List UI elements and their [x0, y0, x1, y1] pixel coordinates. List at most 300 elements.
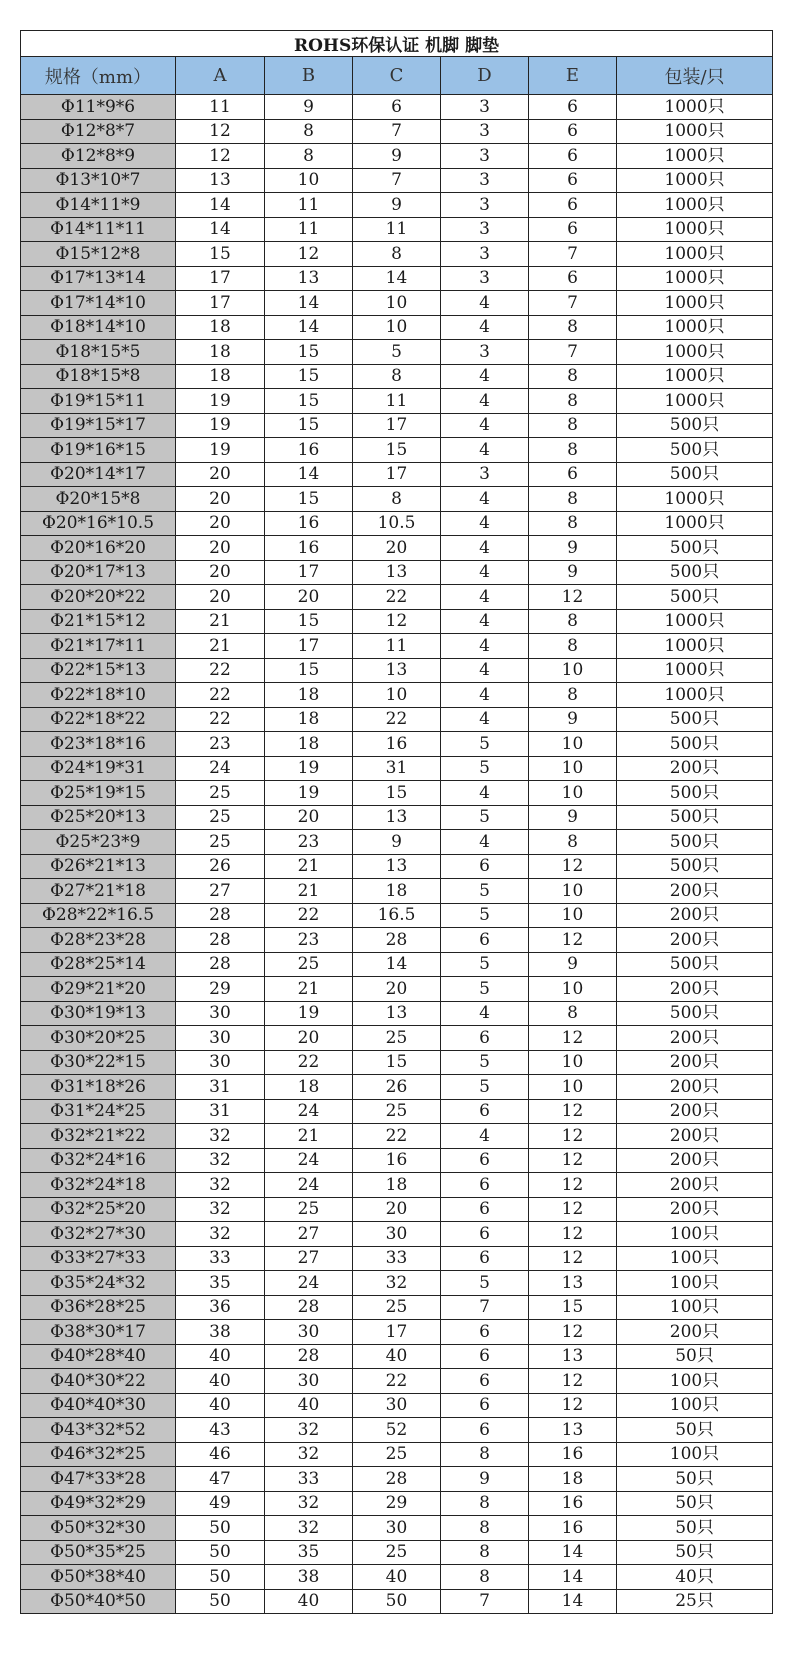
cell-a: 21 [176, 634, 265, 659]
table-row [21, 756, 773, 781]
cell-b: 25 [265, 952, 353, 977]
table-row [21, 266, 773, 291]
table-row [21, 707, 773, 732]
cell-a: 24 [176, 756, 265, 781]
cell-b: 24 [265, 1099, 353, 1124]
cell-d: 6 [441, 1197, 529, 1222]
table-row [21, 291, 773, 316]
cell-e: 6 [529, 168, 617, 193]
table-row [21, 781, 773, 806]
cell-spec: Φ27*21*18 [21, 879, 176, 904]
cell-b: 21 [265, 854, 353, 879]
cell-b: 13 [265, 266, 353, 291]
cell-a: 18 [176, 340, 265, 365]
cell-e: 9 [529, 707, 617, 732]
cell-a: 20 [176, 511, 265, 536]
cell-b: 32 [265, 1516, 353, 1541]
cell-d: 5 [441, 756, 529, 781]
cell-e: 8 [529, 438, 617, 463]
cell-packaging: 1000只 [617, 266, 773, 291]
table-row [21, 1393, 773, 1418]
cell-c: 18 [353, 1173, 441, 1198]
cell-c: 16 [353, 732, 441, 757]
cell-packaging: 50只 [617, 1418, 773, 1443]
cell-c: 12 [353, 609, 441, 634]
cell-packaging: 200只 [617, 1050, 773, 1075]
cell-b: 11 [265, 217, 353, 242]
cell-packaging: 1000只 [617, 389, 773, 414]
cell-e: 8 [529, 830, 617, 855]
cell-d: 3 [441, 119, 529, 144]
cell-spec: Φ32*24*16 [21, 1148, 176, 1173]
cell-a: 28 [176, 903, 265, 928]
cell-c: 25 [353, 1026, 441, 1051]
cell-packaging: 1000只 [617, 364, 773, 389]
table-row [21, 1026, 773, 1051]
cell-c: 52 [353, 1418, 441, 1443]
cell-a: 32 [176, 1124, 265, 1149]
cell-a: 25 [176, 805, 265, 830]
cell-spec: Φ15*12*8 [21, 242, 176, 267]
cell-spec: Φ35*24*32 [21, 1271, 176, 1296]
cell-packaging: 100只 [617, 1393, 773, 1418]
cell-b: 32 [265, 1418, 353, 1443]
cell-b: 28 [265, 1295, 353, 1320]
cell-c: 28 [353, 1467, 441, 1492]
cell-d: 7 [441, 1295, 529, 1320]
cell-c: 25 [353, 1295, 441, 1320]
cell-a: 50 [176, 1565, 265, 1590]
cell-d: 6 [441, 1246, 529, 1271]
cell-packaging: 1000只 [617, 634, 773, 659]
cell-e: 16 [529, 1516, 617, 1541]
table-row [21, 217, 773, 242]
cell-b: 16 [265, 511, 353, 536]
cell-packaging: 1000只 [617, 315, 773, 340]
cell-packaging: 1000只 [617, 242, 773, 267]
table-row [21, 977, 773, 1002]
table-row [21, 805, 773, 830]
cell-packaging: 1000只 [617, 658, 773, 683]
cell-c: 16.5 [353, 903, 441, 928]
cell-spec: Φ25*23*9 [21, 830, 176, 855]
cell-d: 6 [441, 1320, 529, 1345]
cell-d: 4 [441, 830, 529, 855]
cell-d: 6 [441, 1173, 529, 1198]
table-row [21, 1197, 773, 1222]
table-row [21, 536, 773, 561]
col-header-b: B [265, 57, 353, 95]
cell-d: 4 [441, 364, 529, 389]
cell-c: 10 [353, 291, 441, 316]
cell-a: 46 [176, 1442, 265, 1467]
cell-a: 32 [176, 1197, 265, 1222]
cell-d: 7 [441, 1589, 529, 1614]
table-row [21, 732, 773, 757]
cell-a: 32 [176, 1173, 265, 1198]
table-row [21, 1491, 773, 1516]
cell-spec: Φ21*15*12 [21, 609, 176, 634]
cell-d: 3 [441, 217, 529, 242]
cell-c: 13 [353, 1001, 441, 1026]
cell-b: 18 [265, 1075, 353, 1100]
cell-b: 35 [265, 1540, 353, 1565]
cell-spec: Φ32*25*20 [21, 1197, 176, 1222]
cell-c: 9 [353, 830, 441, 855]
cell-a: 31 [176, 1099, 265, 1124]
cell-b: 16 [265, 536, 353, 561]
cell-packaging: 50只 [617, 1344, 773, 1369]
cell-d: 3 [441, 168, 529, 193]
cell-c: 7 [353, 168, 441, 193]
cell-b: 15 [265, 658, 353, 683]
table-row [21, 1516, 773, 1541]
table-row [21, 511, 773, 536]
cell-c: 30 [353, 1516, 441, 1541]
cell-e: 14 [529, 1565, 617, 1590]
cell-b: 16 [265, 438, 353, 463]
cell-e: 10 [529, 903, 617, 928]
cell-c: 28 [353, 928, 441, 953]
cell-e: 8 [529, 683, 617, 708]
cell-c: 17 [353, 413, 441, 438]
cell-packaging: 500只 [617, 462, 773, 487]
cell-a: 50 [176, 1516, 265, 1541]
cell-c: 13 [353, 658, 441, 683]
cell-spec: Φ46*32*25 [21, 1442, 176, 1467]
cell-d: 8 [441, 1442, 529, 1467]
cell-e: 18 [529, 1467, 617, 1492]
cell-packaging: 200只 [617, 1075, 773, 1100]
cell-spec: Φ20*17*13 [21, 560, 176, 585]
cell-a: 29 [176, 977, 265, 1002]
cell-a: 43 [176, 1418, 265, 1443]
cell-e: 12 [529, 1099, 617, 1124]
cell-e: 7 [529, 242, 617, 267]
cell-packaging: 200只 [617, 1148, 773, 1173]
cell-a: 28 [176, 928, 265, 953]
cell-e: 8 [529, 315, 617, 340]
cell-b: 30 [265, 1369, 353, 1394]
cell-c: 22 [353, 1124, 441, 1149]
cell-spec: Φ30*22*15 [21, 1050, 176, 1075]
cell-spec: Φ50*35*25 [21, 1540, 176, 1565]
cell-spec: Φ18*14*10 [21, 315, 176, 340]
table-row [21, 487, 773, 512]
cell-a: 11 [176, 95, 265, 120]
cell-b: 22 [265, 1050, 353, 1075]
cell-c: 31 [353, 756, 441, 781]
cell-packaging: 25只 [617, 1589, 773, 1614]
col-header-c: C [353, 57, 441, 95]
cell-spec: Φ20*16*20 [21, 536, 176, 561]
cell-b: 24 [265, 1148, 353, 1173]
cell-e: 7 [529, 291, 617, 316]
cell-c: 13 [353, 805, 441, 830]
cell-a: 32 [176, 1148, 265, 1173]
cell-spec: Φ21*17*11 [21, 634, 176, 659]
cell-d: 4 [441, 389, 529, 414]
cell-spec: Φ36*28*25 [21, 1295, 176, 1320]
cell-c: 30 [353, 1222, 441, 1247]
cell-c: 25 [353, 1099, 441, 1124]
table-row [21, 1295, 773, 1320]
cell-c: 22 [353, 707, 441, 732]
cell-c: 25 [353, 1442, 441, 1467]
cell-c: 13 [353, 854, 441, 879]
cell-b: 40 [265, 1393, 353, 1418]
cell-spec: Φ18*15*8 [21, 364, 176, 389]
table-row [21, 609, 773, 634]
cell-d: 8 [441, 1540, 529, 1565]
cell-b: 27 [265, 1222, 353, 1247]
cell-packaging: 1000只 [617, 487, 773, 512]
cell-b: 18 [265, 732, 353, 757]
cell-a: 19 [176, 389, 265, 414]
cell-d: 3 [441, 144, 529, 169]
cell-e: 6 [529, 193, 617, 218]
table-row [21, 1344, 773, 1369]
cell-d: 3 [441, 266, 529, 291]
cell-d: 4 [441, 438, 529, 463]
cell-b: 32 [265, 1491, 353, 1516]
cell-spec: Φ20*15*8 [21, 487, 176, 512]
cell-packaging: 500只 [617, 952, 773, 977]
cell-d: 5 [441, 977, 529, 1002]
cell-c: 7 [353, 119, 441, 144]
cell-b: 8 [265, 144, 353, 169]
cell-a: 14 [176, 193, 265, 218]
cell-c: 30 [353, 1393, 441, 1418]
cell-a: 50 [176, 1540, 265, 1565]
cell-spec: Φ18*15*5 [21, 340, 176, 365]
cell-packaging: 500只 [617, 805, 773, 830]
cell-a: 40 [176, 1369, 265, 1394]
table-row [21, 1050, 773, 1075]
cell-d: 5 [441, 1271, 529, 1296]
cell-a: 49 [176, 1491, 265, 1516]
cell-d: 3 [441, 95, 529, 120]
cell-d: 5 [441, 732, 529, 757]
table-row [21, 903, 773, 928]
cell-b: 15 [265, 609, 353, 634]
col-header-d: D [441, 57, 529, 95]
cell-c: 9 [353, 193, 441, 218]
cell-c: 40 [353, 1565, 441, 1590]
cell-d: 3 [441, 242, 529, 267]
cell-spec: Φ40*28*40 [21, 1344, 176, 1369]
cell-packaging: 1000只 [617, 193, 773, 218]
cell-packaging: 200只 [617, 1173, 773, 1198]
cell-packaging: 500只 [617, 1001, 773, 1026]
cell-b: 21 [265, 879, 353, 904]
cell-d: 5 [441, 879, 529, 904]
cell-packaging: 200只 [617, 1320, 773, 1345]
cell-d: 6 [441, 854, 529, 879]
table-row [21, 144, 773, 169]
cell-spec: Φ32*21*22 [21, 1124, 176, 1149]
cell-e: 6 [529, 119, 617, 144]
cell-e: 12 [529, 854, 617, 879]
cell-c: 14 [353, 266, 441, 291]
cell-a: 28 [176, 952, 265, 977]
cell-d: 3 [441, 462, 529, 487]
cell-d: 4 [441, 683, 529, 708]
cell-d: 4 [441, 609, 529, 634]
cell-e: 15 [529, 1295, 617, 1320]
cell-a: 22 [176, 658, 265, 683]
cell-packaging: 500只 [617, 830, 773, 855]
cell-packaging: 500只 [617, 413, 773, 438]
table-row [21, 1222, 773, 1247]
table-row [21, 364, 773, 389]
cell-spec: Φ25*20*13 [21, 805, 176, 830]
cell-d: 6 [441, 1148, 529, 1173]
cell-a: 20 [176, 536, 265, 561]
cell-b: 15 [265, 389, 353, 414]
cell-c: 20 [353, 1197, 441, 1222]
table-row [21, 1001, 773, 1026]
cell-packaging: 200只 [617, 756, 773, 781]
cell-a: 19 [176, 438, 265, 463]
cell-b: 15 [265, 413, 353, 438]
cell-packaging: 50只 [617, 1467, 773, 1492]
table-row [21, 462, 773, 487]
cell-c: 15 [353, 438, 441, 463]
cell-spec: Φ14*11*11 [21, 217, 176, 242]
header-row [21, 57, 773, 95]
table-row [21, 1467, 773, 1492]
cell-c: 17 [353, 462, 441, 487]
table-row [21, 585, 773, 610]
cell-e: 12 [529, 1222, 617, 1247]
cell-spec: Φ22*15*13 [21, 658, 176, 683]
cell-spec: Φ32*24*18 [21, 1173, 176, 1198]
cell-c: 26 [353, 1075, 441, 1100]
table-row [21, 119, 773, 144]
table-row [21, 1540, 773, 1565]
cell-a: 18 [176, 315, 265, 340]
table-row [21, 1589, 773, 1614]
cell-packaging: 500只 [617, 732, 773, 757]
cell-e: 6 [529, 266, 617, 291]
cell-spec: Φ30*19*13 [21, 1001, 176, 1026]
cell-a: 13 [176, 168, 265, 193]
cell-packaging: 1000只 [617, 683, 773, 708]
cell-e: 9 [529, 952, 617, 977]
cell-d: 4 [441, 315, 529, 340]
cell-b: 12 [265, 242, 353, 267]
cell-a: 20 [176, 487, 265, 512]
table-row [21, 340, 773, 365]
table-row [21, 1099, 773, 1124]
cell-c: 15 [353, 1050, 441, 1075]
cell-a: 17 [176, 266, 265, 291]
table-row [21, 683, 773, 708]
cell-spec: Φ20*14*17 [21, 462, 176, 487]
cell-b: 14 [265, 315, 353, 340]
cell-e: 10 [529, 977, 617, 1002]
table-row [21, 952, 773, 977]
col-header-spec: 规格（mm） [21, 57, 176, 95]
cell-e: 14 [529, 1589, 617, 1614]
cell-b: 33 [265, 1467, 353, 1492]
cell-b: 15 [265, 340, 353, 365]
cell-c: 13 [353, 560, 441, 585]
cell-b: 14 [265, 291, 353, 316]
table-row [21, 1442, 773, 1467]
cell-packaging: 100只 [617, 1246, 773, 1271]
table-row [21, 413, 773, 438]
cell-e: 12 [529, 1148, 617, 1173]
cell-e: 9 [529, 805, 617, 830]
cell-c: 11 [353, 389, 441, 414]
cell-packaging: 200只 [617, 1124, 773, 1149]
cell-a: 35 [176, 1271, 265, 1296]
cell-packaging: 100只 [617, 1442, 773, 1467]
cell-c: 16 [353, 1148, 441, 1173]
cell-e: 6 [529, 95, 617, 120]
cell-a: 20 [176, 560, 265, 585]
cell-d: 4 [441, 511, 529, 536]
cell-c: 11 [353, 634, 441, 659]
col-header-e: E [529, 57, 617, 95]
cell-e: 8 [529, 413, 617, 438]
cell-d: 4 [441, 707, 529, 732]
cell-packaging: 200只 [617, 879, 773, 904]
cell-packaging: 500只 [617, 536, 773, 561]
cell-spec: Φ50*38*40 [21, 1565, 176, 1590]
cell-e: 14 [529, 1540, 617, 1565]
cell-d: 4 [441, 658, 529, 683]
cell-c: 11 [353, 217, 441, 242]
cell-spec: Φ24*19*31 [21, 756, 176, 781]
cell-packaging: 100只 [617, 1369, 773, 1394]
cell-b: 19 [265, 1001, 353, 1026]
cell-c: 6 [353, 95, 441, 120]
cell-a: 22 [176, 707, 265, 732]
cell-packaging: 200只 [617, 928, 773, 953]
cell-d: 4 [441, 536, 529, 561]
cell-e: 9 [529, 536, 617, 561]
cell-e: 8 [529, 511, 617, 536]
cell-a: 12 [176, 144, 265, 169]
cell-a: 30 [176, 1026, 265, 1051]
cell-packaging: 1000只 [617, 217, 773, 242]
cell-e: 13 [529, 1344, 617, 1369]
cell-packaging: 200只 [617, 903, 773, 928]
cell-a: 12 [176, 119, 265, 144]
cell-spec: Φ25*19*15 [21, 781, 176, 806]
cell-b: 19 [265, 756, 353, 781]
cell-d: 4 [441, 1124, 529, 1149]
cell-c: 10 [353, 315, 441, 340]
cell-a: 18 [176, 364, 265, 389]
cell-packaging: 500只 [617, 707, 773, 732]
cell-d: 8 [441, 1565, 529, 1590]
cell-spec: Φ47*33*28 [21, 1467, 176, 1492]
cell-e: 10 [529, 658, 617, 683]
cell-spec: Φ23*18*16 [21, 732, 176, 757]
cell-a: 22 [176, 683, 265, 708]
cell-b: 24 [265, 1271, 353, 1296]
cell-e: 8 [529, 364, 617, 389]
cell-spec: Φ30*20*25 [21, 1026, 176, 1051]
cell-c: 9 [353, 144, 441, 169]
col-header-packaging: 包装/只 [617, 57, 773, 95]
cell-packaging: 1000只 [617, 340, 773, 365]
cell-spec: Φ17*14*10 [21, 291, 176, 316]
